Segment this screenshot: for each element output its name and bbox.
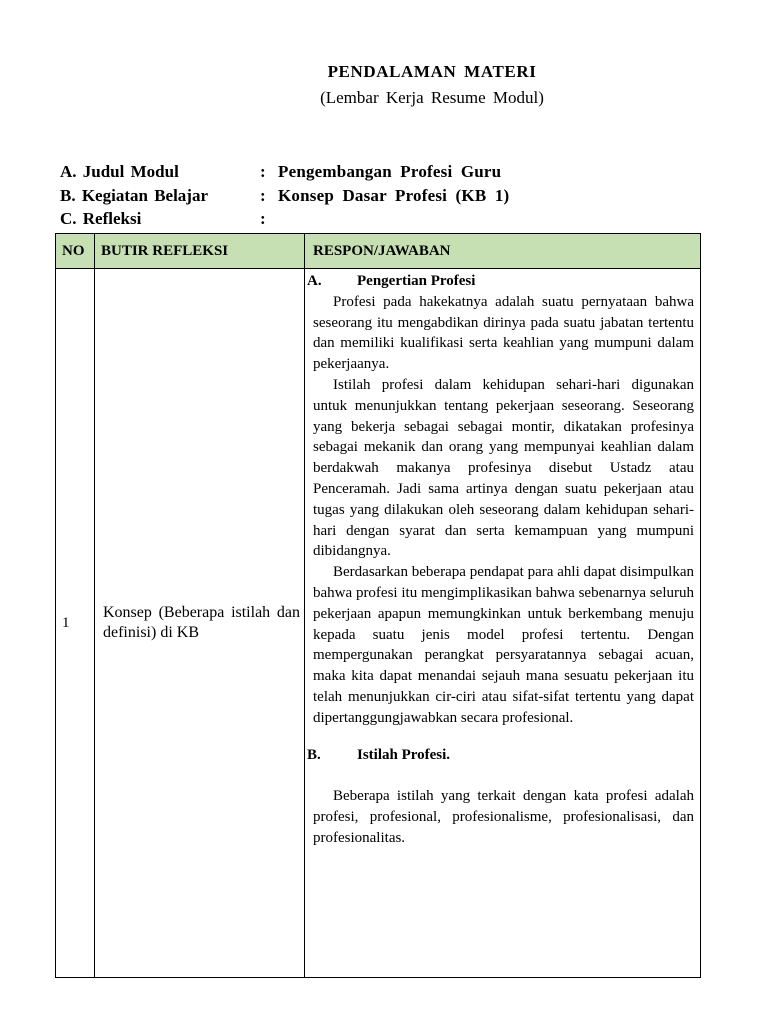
section-a-paragraph-2: Istilah profesi dalam kehidupan sehari-hari digunakan untuk menunjukkan tentang pekerjaan seseorang. Seseorang yang bekerja sebagai sebagai montir, dikatakan profesinya sebagai mekanik dan orang yang mempunyai keahlian dalam berdakwah makanya profesinya disebut Ustadz atau Penceramah. Jadi sama artinya dengan suatu pekerjaan atau tugas yang dilakukan oleh seseorang dalam kehidupan sehari-hari dengan syarat dan serta kemampuan yang mumpuni dibidangnya. (313, 376, 694, 560)
learning-activity-label: B. Kegiatan Belajar (60, 185, 209, 205)
column-header-butir: BUTIR REFLEKSI (95, 234, 305, 269)
colon: : (260, 185, 266, 205)
learning-activity-value: Konsep Dasar Profesi (KB 1) (278, 185, 510, 205)
module-title-row (60, 160, 509, 184)
section-a-paragraph-3: Berdasarkan beberapa pendapat para ahli dapat disimpulkan bahwa profesi itu mengimplikasikan bahwa sebenarnya seluruh pekerjaan apapun memungkinkan untuk berkembang menuju kepada suatu jenis model profesi tertentu. Dengan mempergunakan perangkat persyaratannya sebagai acuan, maka kita dapat menandai sejauh mana sesuatu pekerjaan itu telah menunjukkan cir-ciri atau sifat-sifat tertentu yang dapat dipertanggungjawabkan secara profesional. (313, 564, 694, 726)
section-a-letter: A. (307, 273, 322, 289)
section-b-heading (307, 745, 694, 766)
column-header-respon: RESPON/JAWABAN (305, 234, 701, 269)
reflection-table (55, 233, 701, 978)
table-row (56, 269, 701, 978)
colon: : (260, 162, 266, 181)
learning-activity-row (60, 184, 509, 208)
row-number: 1 (56, 269, 95, 978)
section-a-title: Pengertian Profesi (357, 273, 476, 289)
module-title-label: A. Judul Modul (60, 162, 179, 181)
column-header-no: NO (56, 234, 95, 269)
page-title: PENDALAMAN MATERI (327, 62, 537, 81)
colon: : (260, 209, 266, 228)
reflection-label: C. Refleksi (60, 209, 142, 228)
table-header-row (56, 234, 701, 269)
section-b-letter: B. (307, 746, 321, 763)
page-subtitle: (Lembar Kerja Resume Modul) (320, 88, 544, 107)
reflection-row (60, 207, 509, 231)
section-a-heading (307, 271, 694, 292)
response-cell (305, 269, 701, 978)
reflection-item: Konsep (Beberapa istilah dan definisi) di KB (95, 269, 305, 978)
module-title-value: Pengembangan Profesi Guru (278, 162, 502, 181)
section-b-title: Istilah Profesi. (357, 746, 451, 763)
section-b-paragraph: Beberapa istilah yang terkait dengan kata profesi adalah profesi, profesional, profesionalisme, profesionalisasi, dan profesionalitas. (313, 788, 694, 846)
section-a-paragraph-1: Profesi pada hakekatnya adalah suatu pernyataan bahwa seseorang itu mengabdikan dirinya pada suatu jabatan tertentu dan memiliki kualifikasi serta keahlian yang mumpuni dalam pekerjaanya. (313, 293, 694, 373)
module-info (60, 160, 509, 231)
